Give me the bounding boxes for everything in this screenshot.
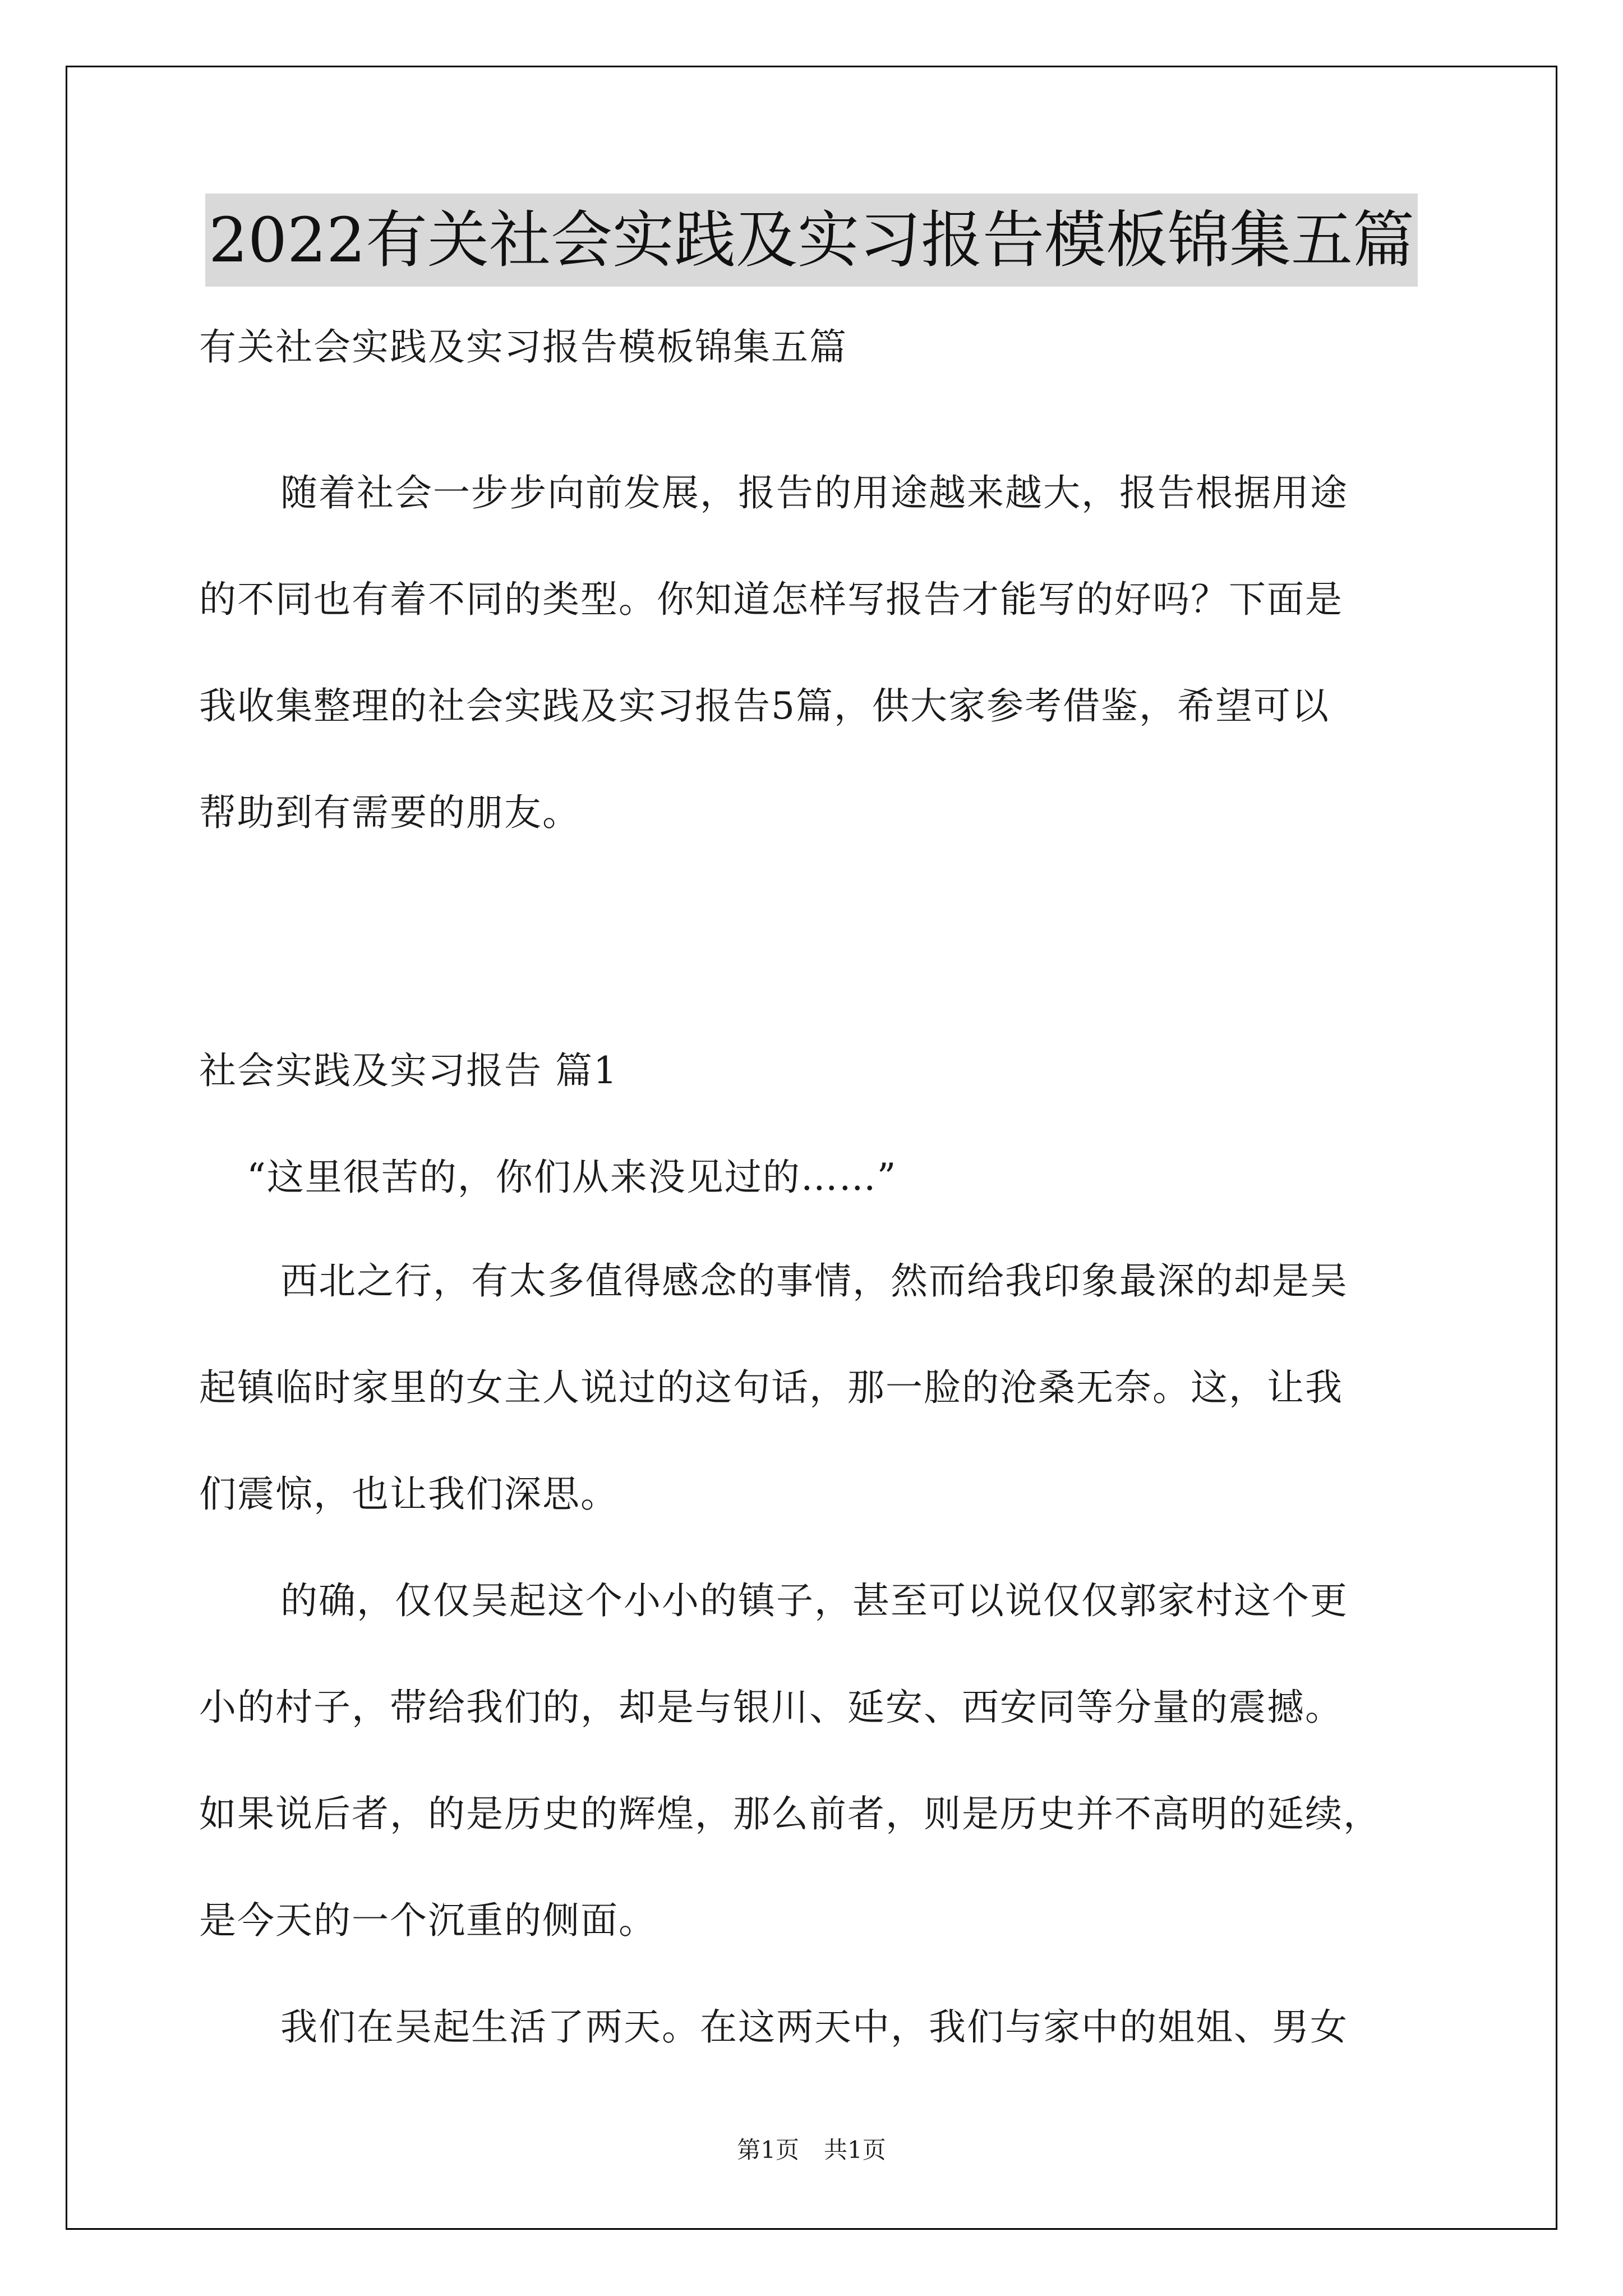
paragraph-line: 是今天的一个沉重的侧面。 xyxy=(199,1899,657,1942)
paragraph-line: 起镇临时家里的女主人说过的这句话，那一脸的沧桑无奈。这，让我 xyxy=(199,1366,1343,1409)
page-number: 第1页 xyxy=(737,2136,799,2164)
paragraph-line: 我收集整理的社会实践及实习报告5篇，供大家参考借鉴，希望可以 xyxy=(199,684,1330,728)
subtitle: 有关社会实践及实习报告模板锦集五篇 xyxy=(199,325,847,369)
page-footer xyxy=(0,2132,1623,2165)
paragraph-line: 西北之行，有太多值得感念的事情，然而给我印象最深的却是吴 xyxy=(280,1259,1348,1303)
title-container xyxy=(0,194,1623,287)
paragraph-line: 我们在吴起生活了两天。在这两天中，我们与家中的姐姐、男女 xyxy=(280,2005,1348,2049)
paragraph-line: 的确，仅仅吴起这个小小的镇子，甚至可以说仅仅郭家村这个更 xyxy=(280,1579,1348,1622)
paragraph-line: 随着社会一步步向前发展，报告的用途越来越大，报告根据用途 xyxy=(280,471,1348,514)
page-total: 共1页 xyxy=(824,2136,886,2164)
paragraph-line: 小的村子，带给我们的，却是与银川、延安、西安同等分量的震撼。 xyxy=(199,1686,1343,1729)
paragraph-line: 的不同也有着不同的类型。你知道怎样写报告才能写的好吗？下面是 xyxy=(199,578,1343,621)
paragraph-line: “这里很苦的，你们从来没见过的……” xyxy=(247,1156,897,1199)
paragraph-line: 如果说后者，的是历史的辉煌，那么前者，则是历史并不高明的延续， xyxy=(199,1792,1381,1835)
paragraph-line: 帮助到有需要的朋友。 xyxy=(199,791,580,834)
section-heading: 社会实践及实习报告 篇1 xyxy=(199,1049,618,1092)
document-title: 2022有关社会实践及实习报告模板锦集五篇 xyxy=(205,194,1418,287)
paragraph-line: 们震惊，也让我们深思。 xyxy=(199,1473,619,1516)
